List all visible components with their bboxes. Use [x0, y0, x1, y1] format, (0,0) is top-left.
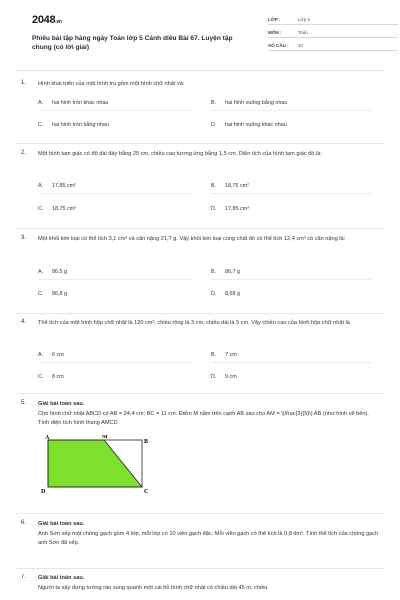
- option-d[interactable]: [211, 372, 237, 382]
- option-b[interactable]: [211, 267, 240, 277]
- option-text: 9 cm: [225, 374, 237, 380]
- option-d[interactable]: [211, 289, 240, 299]
- question-heading: Giải bài toán sau.: [38, 401, 85, 407]
- option-text: hai hình tròn bằng nhau: [52, 122, 109, 128]
- option-text: hai hình tròn khác nhau: [52, 100, 109, 106]
- option-text: 86,7 g: [225, 269, 240, 275]
- worksheet-meta: [268, 14, 398, 53]
- question-divider: [16, 568, 384, 569]
- option-b[interactable]: [211, 181, 249, 191]
- question-text-block: [38, 400, 380, 429]
- question-heading: Giải bài toán sau.: [38, 521, 85, 527]
- meta-value: 10: [298, 42, 304, 48]
- worksheet-title: Phiếu bài tập hàng ngày Toán lớp 5 Cánh diều Bài 67. Luyện tập chung (có lời giải): [32, 35, 233, 51]
- meta-row-subject: [268, 27, 398, 38]
- option-letter: C.: [38, 291, 44, 297]
- option-underline: [211, 110, 371, 111]
- logo-suffix: .vn: [55, 19, 62, 25]
- label-a: A: [45, 435, 50, 441]
- option-text: 8,68 g: [225, 291, 240, 297]
- question-text-block: [38, 574, 380, 593]
- header-divider: [16, 70, 384, 71]
- option-letter: C.: [38, 374, 44, 380]
- option-text: 7 cm: [225, 352, 237, 358]
- question-text: Cho hình chữ nhật ABCD có AB = 24,4 cm; BC = 11 cm. Điểm M nằm trên cạnh AB sao cho AM = \(\frac{3}{5}\) AB (như hình vẽ bên). Tính diện tích hình thang AMCD.: [38, 410, 369, 426]
- option-letter: B.: [211, 183, 217, 189]
- option-text: 18,75 cm²: [225, 183, 249, 189]
- option-letter: B.: [211, 352, 217, 358]
- label-b: B: [144, 439, 149, 445]
- option-underline: [211, 279, 371, 280]
- label-m: M: [102, 435, 108, 440]
- option-c[interactable]: [38, 204, 76, 214]
- question-7: [16, 574, 384, 600]
- question-divider: [16, 513, 384, 514]
- option-underline: [38, 279, 193, 280]
- option-underline: [38, 110, 193, 111]
- meta-row-count: [268, 40, 398, 51]
- option-c[interactable]: [38, 289, 67, 299]
- option-letter: C.: [38, 122, 44, 128]
- option-d[interactable]: [211, 204, 249, 214]
- option-letter: A.: [38, 269, 44, 275]
- option-c[interactable]: [38, 372, 64, 382]
- label-c: C: [144, 489, 149, 495]
- meta-label: MÔN :: [268, 29, 282, 35]
- question-heading: Giải bài toán sau.: [38, 575, 85, 581]
- question-number: 4.: [21, 319, 27, 325]
- option-letter: A.: [38, 100, 44, 106]
- option-a[interactable]: [38, 98, 108, 108]
- option-underline: [211, 362, 371, 363]
- option-letter: C.: [38, 206, 44, 212]
- option-text: 17,85 cm²: [52, 183, 76, 189]
- option-letter: D.: [211, 206, 217, 212]
- trapezoid-amcd: [48, 440, 142, 487]
- option-a[interactable]: [38, 181, 76, 191]
- worksheet-header: [16, 0, 384, 66]
- option-text: hai hình vuông khác nhau: [225, 122, 287, 128]
- option-letter: A.: [38, 183, 44, 189]
- question-divider: [16, 393, 384, 394]
- option-underline: [38, 193, 193, 194]
- question-divider: [16, 228, 384, 229]
- question-3: [16, 235, 384, 310]
- question-text: Người ta xây dựng tường rào xung quanh một cái hồ hình chữ nhật có chiều dài 45 m, chiều: [38, 584, 268, 591]
- option-letter: B.: [211, 100, 217, 106]
- option-letter: D.: [211, 122, 217, 128]
- meta-label: SỐ CÂU :: [268, 42, 289, 48]
- question-text-block: [38, 520, 380, 549]
- option-b[interactable]: [211, 98, 287, 108]
- option-letter: A.: [38, 352, 44, 358]
- question-number: 7.: [21, 574, 27, 580]
- meta-label: LỚP :: [268, 16, 281, 22]
- option-text: 18,75 cm³: [52, 206, 76, 212]
- logo-text: 2048: [32, 14, 56, 26]
- question-number: 5.: [21, 400, 27, 406]
- option-c[interactable]: [38, 120, 109, 130]
- option-d[interactable]: [211, 120, 287, 130]
- question-number: 3.: [21, 235, 27, 241]
- option-text: 6 cm: [52, 352, 64, 358]
- option-letter: D.: [211, 374, 217, 380]
- option-letter: D.: [211, 291, 217, 297]
- meta-value: Toán: [298, 29, 308, 35]
- option-text: 8 cm: [52, 374, 64, 380]
- trapezoid-figure: [40, 435, 170, 500]
- option-letter: B.: [211, 269, 217, 275]
- question-text: Một hình tam giác có độ dài đáy bằng 25 cm, chiều cao tương ứng bằng 1,5 cm. Diện tích của hình tam giác đó là:: [38, 151, 322, 157]
- option-text: 17,85 cm³: [225, 206, 249, 212]
- question-text: Hình khai triển của một hình trụ gồm một hình chữ nhật và:: [38, 81, 185, 87]
- option-text: 86,5 g: [52, 269, 67, 275]
- option-a[interactable]: [38, 350, 64, 360]
- option-text: hai hình vuông bằng nhau: [225, 100, 288, 106]
- option-text: 86,8 g: [52, 291, 67, 297]
- question-number: 6.: [21, 520, 27, 526]
- question-text: Thể tích của một hình hộp chữ nhật là 120 cm³, chiều rộng là 3 cm, chiều dài là 5 cm. Vậy chiều cao của hình hộp chữ nhật là: [38, 320, 350, 326]
- question-number: 2.: [21, 150, 27, 156]
- option-a[interactable]: [38, 267, 67, 277]
- question-divider: [16, 313, 384, 314]
- option-b[interactable]: [211, 350, 237, 360]
- question-text: Một khối kim loại có thể tích 3,1 cm³ và cân nặng 21,7 g. Vậy khối kim loại cùng chất đó có thể tích 12,4 cm³ có cân nặng là:: [38, 236, 346, 242]
- meta-row-class: [268, 14, 398, 25]
- option-underline: [211, 193, 371, 194]
- question-text: Anh Sơn xếp một chồng gạch gồm 4 lớp, mỗi lớp có 10 viên gạch đặc. Mỗi viên gạch có thể tích là 0,8 dm³. Tính thể tích của chồng gạch anh Sơn đã xếp.: [38, 530, 379, 546]
- question-number: 1.: [21, 80, 27, 86]
- option-underline: [38, 362, 193, 363]
- label-d: D: [41, 489, 46, 495]
- meta-value: Lớp 5: [298, 16, 310, 22]
- question-1: [16, 80, 384, 140]
- question-4: [16, 319, 384, 389]
- question-divider: [16, 143, 384, 144]
- question-6: [16, 520, 384, 565]
- question-2: [16, 150, 384, 225]
- site-logo[interactable]: [32, 14, 62, 26]
